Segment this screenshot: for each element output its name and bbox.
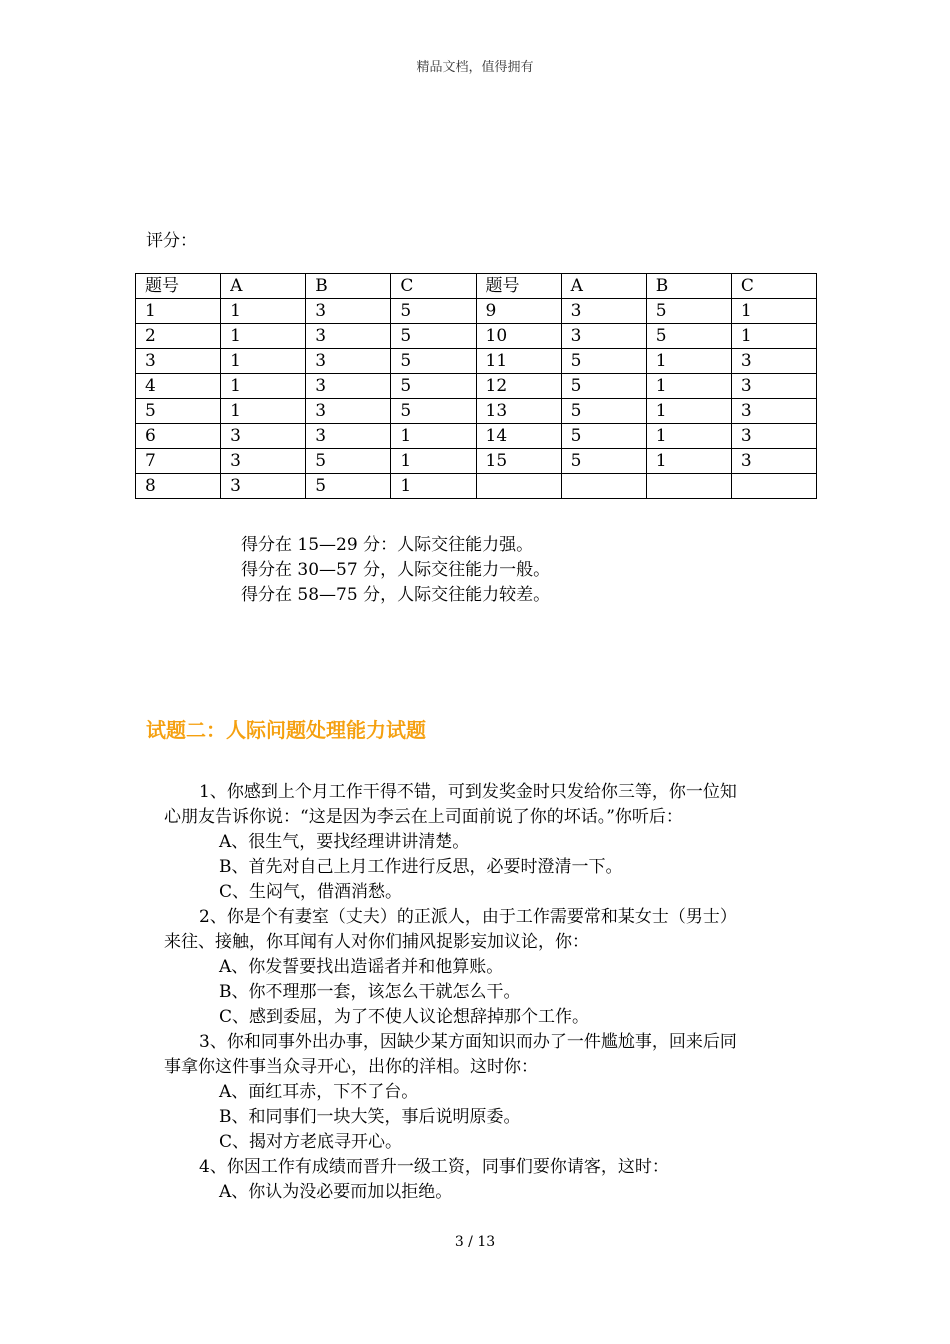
table-cell: 2 — [136, 324, 221, 349]
table-row — [136, 324, 817, 349]
table-header-cell: B — [646, 274, 731, 299]
score-table — [135, 273, 817, 499]
table-cell: 5 — [561, 349, 646, 374]
table-cell: 1 — [221, 299, 306, 324]
option-b: B、你不理那一套，该怎么干就怎么干。 — [219, 982, 521, 1002]
table-cell: 1 — [731, 299, 816, 324]
table-cell: 5 — [561, 424, 646, 449]
table-cell: 1 — [221, 324, 306, 349]
table-row — [136, 374, 817, 399]
table-cell: 3 — [306, 324, 391, 349]
question-2 — [164, 905, 814, 1030]
table-cell — [561, 474, 646, 499]
table-cell: 5 — [646, 324, 731, 349]
table-cell: 3 — [731, 449, 816, 474]
table-cell: 5 — [391, 374, 476, 399]
table-cell: 3 — [561, 324, 646, 349]
table-cell: 5 — [561, 449, 646, 474]
option-a: A、面红耳赤，下不了台。 — [219, 1082, 419, 1102]
table-row — [136, 449, 817, 474]
table-cell: 3 — [221, 474, 306, 499]
table-cell: 1 — [646, 424, 731, 449]
table-cell: 1 — [221, 374, 306, 399]
table-cell: 3 — [731, 424, 816, 449]
table-cell: 1 — [646, 449, 731, 474]
table-cell: 3 — [221, 424, 306, 449]
table-cell: 5 — [646, 299, 731, 324]
table-cell: 1 — [391, 449, 476, 474]
table-cell: 11 — [476, 349, 561, 374]
table-row — [136, 299, 817, 324]
table-cell — [731, 474, 816, 499]
table-header-cell: B — [306, 274, 391, 299]
question-1 — [164, 780, 814, 905]
range-line: 得分在 30—57 分，人际交往能力一般。 — [241, 560, 551, 580]
table-cell: 15 — [476, 449, 561, 474]
table-row — [136, 474, 817, 499]
table-cell: 5 — [391, 399, 476, 424]
question-4 — [164, 1155, 814, 1205]
question-text: 3、你和同事外出办事，因缺少某方面知识而办了一件尴尬事，回来后同 — [199, 1032, 737, 1052]
table-cell: 3 — [731, 349, 816, 374]
table-cell: 6 — [136, 424, 221, 449]
table-cell: 5 — [306, 449, 391, 474]
score-ranges — [241, 533, 550, 608]
table-header-row — [136, 274, 817, 299]
table-cell: 3 — [561, 299, 646, 324]
table-cell — [476, 474, 561, 499]
table-cell: 1 — [136, 299, 221, 324]
question-text: 来往、接触，你耳闻有人对你们捕风捉影妄加议论，你： — [164, 932, 589, 952]
table-cell: 1 — [646, 374, 731, 399]
table-cell: 5 — [391, 324, 476, 349]
table-cell: 5 — [391, 349, 476, 374]
question-text: 1、你感到上个月工作干得不错，可到发奖金时只发给你三等，你一位知 — [199, 782, 737, 802]
question-3 — [164, 1030, 814, 1155]
question-list — [164, 780, 814, 1205]
page-header: 精品文档，值得拥有 — [416, 60, 534, 75]
option-b: B、和同事们一块大笑，事后说明原委。 — [219, 1107, 521, 1127]
table-row — [136, 349, 817, 374]
question-text: 4、你因工作有成绩而晋升一级工资，同事们要你请客，这时： — [199, 1157, 669, 1177]
table-row — [136, 399, 817, 424]
table-cell: 1 — [221, 399, 306, 424]
table-header-cell: 题号 — [136, 274, 221, 299]
option-b: B、首先对自己上月工作进行反思，必要时澄清一下。 — [219, 857, 623, 877]
option-c: C、感到委屈，为了不使人议论想辞掉那个工作。 — [219, 1007, 590, 1027]
table-cell: 9 — [476, 299, 561, 324]
table-cell: 8 — [136, 474, 221, 499]
table-cell: 3 — [306, 299, 391, 324]
table-header-cell: 题号 — [476, 274, 561, 299]
option-a: A、你发誓要找出造谣者并和他算账。 — [219, 957, 504, 977]
table-cell: 3 — [731, 399, 816, 424]
table-cell: 3 — [306, 349, 391, 374]
score-label: 评分： — [146, 231, 197, 251]
table-cell: 3 — [221, 449, 306, 474]
range-line: 得分在 15—29 分：人际交往能力强。 — [241, 535, 534, 555]
table-cell: 3 — [306, 399, 391, 424]
table-cell: 5 — [561, 399, 646, 424]
table-cell: 1 — [731, 324, 816, 349]
table-cell: 5 — [306, 474, 391, 499]
option-c: C、揭对方老底寻开心。 — [219, 1132, 403, 1152]
table-header-cell: A — [561, 274, 646, 299]
table-cell: 5 — [136, 399, 221, 424]
range-line: 得分在 58—75 分，人际交往能力较差。 — [241, 585, 551, 605]
table-cell: 14 — [476, 424, 561, 449]
table-cell: 4 — [136, 374, 221, 399]
option-a: A、你认为没必要而加以拒绝。 — [219, 1182, 453, 1202]
option-a: A、很生气，要找经理讲讲清楚。 — [219, 832, 470, 852]
table-cell: 1 — [221, 349, 306, 374]
table-cell: 13 — [476, 399, 561, 424]
table-cell: 7 — [136, 449, 221, 474]
table-cell: 1 — [391, 474, 476, 499]
table-cell: 3 — [136, 349, 221, 374]
table-cell: 5 — [391, 299, 476, 324]
section-title: 试题二：人际问题处理能力试题 — [146, 718, 426, 742]
table-cell: 3 — [306, 424, 391, 449]
table-cell: 3 — [306, 374, 391, 399]
table-cell: 1 — [391, 424, 476, 449]
question-text: 事拿你这件事当众寻开心，出你的洋相。这时你： — [164, 1057, 538, 1077]
table-cell: 1 — [646, 349, 731, 374]
option-c: C、生闷气，借酒消愁。 — [219, 882, 403, 902]
table-header-cell: C — [731, 274, 816, 299]
table-cell: 5 — [561, 374, 646, 399]
table-row — [136, 424, 817, 449]
question-text: 2、你是个有妻室（丈夫）的正派人，由于工作需要常和某女士（男士） — [199, 907, 737, 927]
page-number: 3 / 13 — [454, 1234, 496, 1250]
table-cell: 10 — [476, 324, 561, 349]
table-cell: 12 — [476, 374, 561, 399]
table-cell: 1 — [646, 399, 731, 424]
question-text: 心朋友告诉你说：“这是因为李云在上司面前说了你的坏话。”你听后： — [164, 807, 683, 827]
table-header-cell: C — [391, 274, 476, 299]
table-cell: 3 — [731, 374, 816, 399]
table-cell — [646, 474, 731, 499]
table-header-cell: A — [221, 274, 306, 299]
